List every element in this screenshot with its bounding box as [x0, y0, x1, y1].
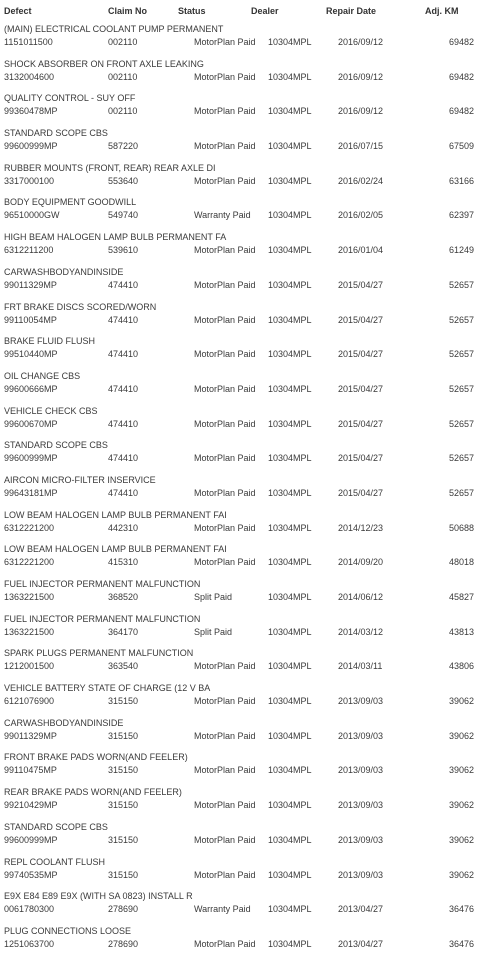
claim-number: 474410: [108, 487, 139, 498]
row-values: [0, 522, 484, 534]
defect-code: 99600999MP: [4, 141, 58, 152]
defect-description: STANDARD SCOPE CBS: [4, 440, 108, 451]
dealer-code: 10304MPL: [268, 522, 312, 533]
repair-date: 2014/03/11: [338, 661, 383, 672]
header-adj-km: Adj. KM: [425, 6, 459, 16]
table-row: [0, 439, 484, 474]
repair-date: 2016/01/04: [338, 245, 384, 256]
defect-code: 1251063700: [4, 938, 55, 949]
claim-status: MotorPlan Paid: [194, 175, 256, 186]
claim-status: MotorPlan Paid: [194, 869, 256, 880]
row-values: [0, 799, 484, 811]
claim-status: MotorPlan Paid: [194, 800, 256, 811]
defect-code: 99740535MP: [4, 869, 58, 880]
claim-number: 539610: [108, 245, 139, 256]
adjusted-km: 39062: [448, 800, 474, 811]
repair-date: 2016/07/15: [338, 141, 384, 152]
table-row: [0, 543, 484, 578]
defect-description: HIGH BEAM HALOGEN LAMP BULB PERMANENT FA: [4, 232, 227, 243]
claim-status: Split Paid: [194, 592, 233, 602]
table-row: [0, 405, 484, 440]
table-row: [0, 613, 484, 648]
repair-date: 2013/09/03: [338, 730, 384, 741]
repair-date: 2015/04/27: [338, 279, 384, 290]
header-status: Status: [178, 6, 206, 16]
repair-date: 2014/09/20: [338, 557, 384, 568]
claim-status: Warranty Paid: [194, 210, 251, 221]
dealer-code: 10304MPL: [268, 349, 312, 360]
dealer-code: 10304MPL: [268, 834, 312, 845]
defect-code: 6312221200: [4, 557, 55, 568]
table-row: [0, 231, 484, 266]
header-claim-no: Claim No: [108, 6, 148, 16]
adjusted-km: 50688: [448, 522, 474, 533]
defect-code: 99643181MP: [4, 487, 58, 498]
adjusted-km: 43806: [448, 661, 474, 672]
claim-status: MotorPlan Paid: [194, 487, 256, 498]
table-row: [0, 647, 484, 682]
defect-code: 1212001500: [4, 661, 55, 672]
claim-number: 278690: [108, 904, 139, 915]
row-values: [0, 730, 484, 742]
claim-number: 315150: [108, 696, 139, 707]
adjusted-km: 69482: [448, 37, 474, 47]
defect-description: VEHICLE BATTERY STATE OF CHARGE (12 V BA: [4, 683, 211, 694]
row-values: [0, 591, 484, 603]
claim-status: MotorPlan Paid: [194, 71, 256, 82]
header-defect: Defect: [4, 6, 32, 16]
dealer-code: 10304MPL: [268, 800, 312, 811]
defect-description: FRT BRAKE DISCS SCORED/WORN: [4, 301, 157, 312]
row-values: [0, 418, 484, 430]
dealer-code: 10304MPL: [268, 661, 312, 672]
repair-date: 2013/09/03: [338, 696, 384, 707]
claim-status: MotorPlan Paid: [194, 349, 256, 360]
defect-code: 3317000100: [4, 175, 55, 186]
adjusted-km: 52657: [448, 314, 474, 325]
claim-number: 442310: [108, 522, 139, 533]
row-values: [0, 452, 484, 464]
row-values: [0, 903, 484, 915]
claim-number: 315150: [108, 834, 139, 845]
dealer-code: 10304MPL: [268, 696, 312, 707]
adjusted-km: 36476: [448, 938, 474, 949]
defect-code: 99011329MP: [4, 730, 57, 741]
defect-description: SHOCK ABSORBER ON FRONT AXLE LEAKING: [4, 58, 204, 69]
claim-number: 415310: [108, 557, 139, 568]
claim-number: 368520: [108, 592, 139, 602]
adjusted-km: 39062: [448, 834, 474, 845]
adjusted-km: 67509: [448, 141, 474, 152]
defect-description: STANDARD SCOPE CBS: [4, 821, 108, 832]
adjusted-km: 43813: [448, 626, 474, 637]
repair-date: 2013/09/03: [338, 869, 384, 880]
repair-date: 2015/04/27: [338, 314, 384, 325]
table-row: [0, 474, 484, 509]
defect-description: CARWASHBODYANDINSIDE: [4, 717, 124, 728]
header-repair-date: Repair Date: [326, 6, 377, 16]
table-row: [0, 266, 484, 301]
row-values: [0, 383, 484, 395]
dealer-code: 10304MPL: [268, 904, 312, 915]
table-row: [0, 890, 484, 925]
claim-number: 002110: [108, 37, 138, 47]
table-row: [0, 786, 484, 821]
defect-description: SPARK PLUGS PERMANENT MALFUNCTION: [4, 648, 194, 659]
repair-date: 2013/04/27: [338, 938, 384, 949]
defect-description: AIRCON MICRO-FILTER INSERVICE: [4, 474, 156, 485]
table-row: [0, 578, 484, 613]
dealer-code: 10304MPL: [268, 37, 312, 47]
repair-date: 2016/02/24: [338, 175, 384, 186]
adjusted-km: 48018: [448, 557, 474, 568]
dealer-code: 10304MPL: [268, 314, 312, 325]
table-row: [0, 92, 484, 127]
claim-status: MotorPlan Paid: [194, 37, 256, 47]
defect-description: FRONT BRAKE PADS WORN(AND FEELER): [4, 752, 188, 763]
claim-status: MotorPlan Paid: [194, 834, 256, 845]
row-values: [0, 244, 484, 256]
defect-code: 6121076900: [4, 696, 55, 707]
defect-description: (MAIN) ELECTRICAL COOLANT PUMP PERMANENT: [4, 24, 224, 34]
claim-number: 474410: [108, 279, 139, 290]
row-values: [0, 175, 484, 187]
claim-number: 364170: [108, 626, 139, 637]
claim-status: MotorPlan Paid: [194, 106, 256, 117]
defect-code: 6312221200: [4, 522, 55, 533]
row-values: [0, 938, 484, 950]
claim-status: Split Paid: [194, 626, 233, 637]
dealer-code: 10304MPL: [268, 141, 312, 152]
row-values: [0, 660, 484, 672]
row-values: [0, 105, 484, 117]
row-values: [0, 140, 484, 152]
claim-status: MotorPlan Paid: [194, 245, 256, 256]
dealer-code: 10304MPL: [268, 557, 312, 568]
defect-code: 1363221500: [4, 626, 55, 637]
repair-date: 2013/09/03: [338, 765, 384, 776]
claim-status: MotorPlan Paid: [194, 765, 256, 776]
dealer-code: 10304MPL: [268, 487, 312, 498]
row-values: [0, 71, 484, 83]
claim-number: 002110: [108, 71, 138, 82]
table-row: [0, 301, 484, 336]
claim-status: MotorPlan Paid: [194, 453, 256, 464]
dealer-code: 10304MPL: [268, 383, 312, 394]
dealer-code: 10304MPL: [268, 418, 312, 429]
adjusted-km: 39062: [448, 869, 474, 880]
defect-description: STANDARD SCOPE CBS: [4, 128, 108, 139]
adjusted-km: 39062: [448, 696, 474, 707]
dealer-code: 10304MPL: [268, 592, 312, 602]
adjusted-km: 45827: [448, 592, 474, 602]
adjusted-km: 62397: [448, 210, 474, 221]
repair-date: 2015/04/27: [338, 453, 384, 464]
claim-status: MotorPlan Paid: [194, 383, 256, 394]
table-row: [0, 370, 484, 405]
defect-code: 3132004600: [4, 71, 55, 82]
table-row: [0, 335, 484, 370]
table-row: [0, 127, 484, 162]
row-values: [0, 36, 484, 48]
row-values: [0, 764, 484, 776]
defect-code: 99360478MP: [4, 106, 58, 117]
adjusted-km: 52657: [448, 349, 474, 360]
repair-date: 2016/09/12: [338, 37, 384, 47]
table-row: [0, 509, 484, 544]
adjusted-km: 52657: [448, 418, 474, 429]
dealer-code: 10304MPL: [268, 106, 312, 117]
claim-status: Warranty Paid: [194, 904, 251, 915]
claim-status: MotorPlan Paid: [194, 418, 256, 429]
defect-description: VEHICLE CHECK CBS: [4, 405, 98, 416]
dealer-code: 10304MPL: [268, 71, 312, 82]
claim-status: MotorPlan Paid: [194, 522, 256, 533]
defect-description: CARWASHBODYANDINSIDE: [4, 266, 124, 277]
defect-description: REAR BRAKE PADS WORN(AND FEELER): [4, 787, 182, 798]
table-row: [0, 162, 484, 197]
defect-code: 99600670MP: [4, 418, 58, 429]
claim-number: 474410: [108, 383, 139, 394]
header-dealer: Dealer: [251, 6, 279, 16]
claim-status: MotorPlan Paid: [194, 314, 256, 325]
defect-description: OIL CHANGE CBS: [4, 370, 81, 381]
defect-code: 99110054MP: [4, 314, 57, 325]
adjusted-km: 63166: [448, 175, 474, 186]
repair-date: 2013/09/03: [338, 800, 384, 811]
defect-description: FUEL INJECTOR PERMANENT MALFUNCTION: [4, 579, 201, 589]
repair-date: 2014/12/23: [338, 522, 384, 533]
defect-code: 99510440MP: [4, 349, 58, 360]
claim-number: 549740: [108, 210, 139, 221]
adjusted-km: 52657: [448, 383, 474, 394]
defect-description: PLUG CONNECTIONS LOOSE: [4, 925, 132, 936]
row-values: [0, 348, 484, 360]
dealer-code: 10304MPL: [268, 453, 312, 464]
table-row: [0, 196, 484, 231]
claim-status: MotorPlan Paid: [194, 557, 256, 568]
repair-date: 2015/04/27: [338, 349, 384, 360]
defect-description: LOW BEAM HALOGEN LAMP BULB PERMANENT FAI: [4, 509, 227, 520]
adjusted-km: 69482: [448, 71, 474, 82]
row-values: [0, 695, 484, 707]
claim-number: 474410: [108, 418, 139, 429]
defect-code: 1363221500: [4, 592, 55, 602]
dealer-code: 10304MPL: [268, 210, 312, 221]
repair-date: 2015/04/27: [338, 383, 384, 394]
table-row: [0, 856, 484, 891]
repair-date: 2016/09/12: [338, 106, 384, 117]
defect-description: BRAKE FLUID FLUSH: [4, 336, 96, 347]
repair-date: 2015/04/27: [338, 487, 384, 498]
defect-description: QUALITY CONTROL - SUY OFF: [4, 93, 136, 104]
adjusted-km: 52657: [448, 453, 474, 464]
claim-number: 315150: [108, 730, 139, 741]
defect-description: REPL COOLANT FLUSH: [4, 856, 106, 867]
row-values: [0, 869, 484, 881]
defect-code: 99600999MP: [4, 834, 58, 845]
defect-description: RUBBER MOUNTS (FRONT, REAR) REAR AXLE DI: [4, 162, 216, 173]
table-header: [0, 6, 484, 20]
defect-description: LOW BEAM HALOGEN LAMP BULB PERMANENT FAI: [4, 544, 227, 555]
claim-number: 587220: [108, 141, 139, 152]
dealer-code: 10304MPL: [268, 245, 312, 256]
row-values: [0, 626, 484, 638]
claim-status: MotorPlan Paid: [194, 141, 256, 152]
adjusted-km: 36476: [448, 904, 474, 915]
defect-code: 96510000GW: [4, 210, 60, 221]
claim-number: 002110: [108, 106, 138, 117]
claim-status: MotorPlan Paid: [194, 730, 256, 741]
repair-date: 2013/09/03: [338, 834, 384, 845]
dealer-code: 10304MPL: [268, 626, 312, 637]
claim-number: 278690: [108, 938, 139, 949]
dealer-code: 10304MPL: [268, 279, 312, 290]
adjusted-km: 61249: [448, 245, 474, 256]
dealer-code: 10304MPL: [268, 765, 312, 776]
claim-status: MotorPlan Paid: [194, 938, 256, 949]
repair-date: 2014/06/12: [338, 592, 384, 602]
defect-code: 6312211200: [4, 245, 54, 256]
defect-description: FUEL INJECTOR PERMANENT MALFUNCTION: [4, 613, 201, 624]
claim-number: 315150: [108, 800, 139, 811]
repair-date: 2016/02/05: [338, 210, 384, 221]
defect-code: 99600999MP: [4, 453, 58, 464]
defect-description: BODY EQUIPMENT GOODWILL: [4, 197, 137, 208]
claim-number: 474410: [108, 349, 139, 360]
table-row: [0, 58, 484, 93]
row-values: [0, 279, 484, 291]
defect-code: 99210429MP: [4, 800, 58, 811]
defect-code: 99600666MP: [4, 383, 58, 394]
repair-date: 2013/04/27: [338, 904, 384, 915]
adjusted-km: 69482: [448, 106, 474, 117]
table-row: [0, 751, 484, 786]
table-row: [0, 682, 484, 717]
claim-status: MotorPlan Paid: [194, 661, 256, 672]
table-row: [0, 23, 484, 58]
defect-code: 99011329MP: [4, 279, 57, 290]
claim-number: 474410: [108, 314, 139, 325]
adjusted-km: 39062: [448, 730, 474, 741]
claims-table-body: [0, 23, 484, 960]
claim-number: 315150: [108, 765, 139, 776]
dealer-code: 10304MPL: [268, 730, 312, 741]
defect-code: 0061780300: [4, 904, 55, 915]
row-values: [0, 209, 484, 221]
claim-status: MotorPlan Paid: [194, 279, 256, 290]
row-values: [0, 314, 484, 326]
row-values: [0, 834, 484, 846]
claim-number: 363540: [108, 661, 139, 672]
adjusted-km: 52657: [448, 279, 474, 290]
repair-date: 2015/04/27: [338, 418, 384, 429]
claim-number: 315150: [108, 869, 139, 880]
claim-status: MotorPlan Paid: [194, 696, 256, 707]
table-row: [0, 717, 484, 752]
defect-description: E9X E84 E89 E9X (WITH SA 0823) INSTALL R: [4, 891, 193, 902]
dealer-code: 10304MPL: [268, 869, 312, 880]
table-row: [0, 925, 484, 960]
dealer-code: 10304MPL: [268, 175, 312, 186]
row-values: [0, 487, 484, 499]
table-row: [0, 821, 484, 856]
defect-code: 99110475MP: [4, 765, 57, 776]
adjusted-km: 52657: [448, 487, 474, 498]
row-values: [0, 556, 484, 568]
repair-date: 2014/03/12: [338, 626, 384, 637]
claim-number: 553640: [108, 175, 139, 186]
defect-code: 1151011500: [4, 37, 53, 47]
dealer-code: 10304MPL: [268, 938, 312, 949]
adjusted-km: 39062: [448, 765, 474, 776]
claim-number: 474410: [108, 453, 139, 464]
repair-date: 2016/09/12: [338, 71, 384, 82]
